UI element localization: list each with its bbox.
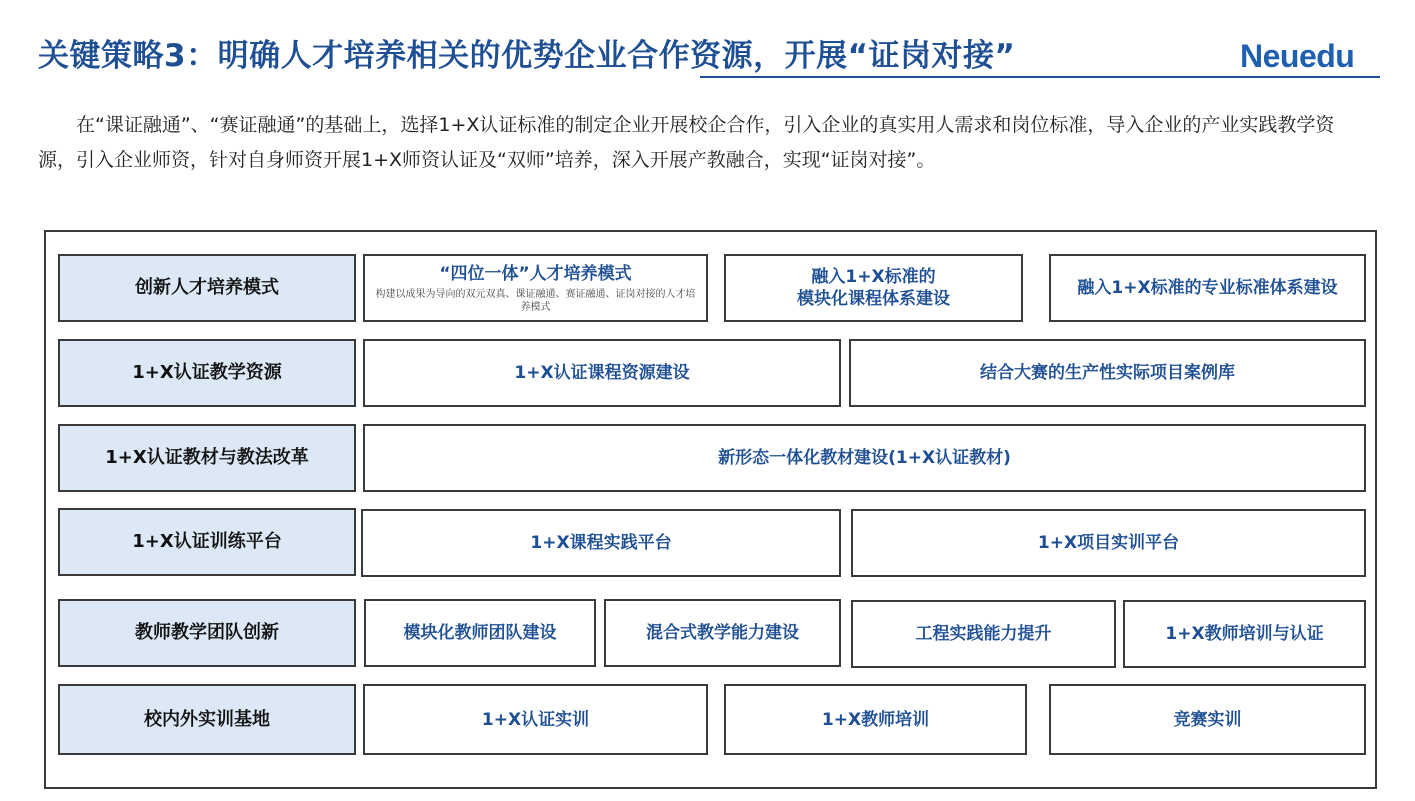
item-blended-teaching: 混合式教学能力建设: [604, 599, 841, 667]
category-training-base: 校内外实训基地: [58, 684, 356, 755]
item-professional-standards: 融入1+X标准的专业标准体系建设: [1049, 254, 1366, 322]
item-competition-training: 竞赛实训: [1049, 684, 1366, 755]
item-four-in-one-model: [363, 254, 708, 322]
item-teacher-training: 1+X教师培训: [724, 684, 1027, 755]
item-modular-team: 模块化教师团队建设: [364, 599, 596, 667]
category-teacher-team: 教师教学团队创新: [58, 599, 356, 667]
page-title: 关键策略3：明确人才培养相关的优势企业合作资源，开展“证岗对接”: [38, 38, 1016, 74]
category-talent-model: 创新人才培养模式: [58, 254, 356, 322]
title-underline: [700, 76, 1380, 78]
item-certification-training: 1+X认证实训: [363, 684, 708, 755]
item-course-resources: 1+X认证课程资源建设: [363, 339, 841, 407]
item-textbook-construction: 新形态一体化教材建设(1+X认证教材): [363, 424, 1366, 492]
item-title: “四位一体”人才培养模式: [439, 263, 632, 284]
item-subtitle: 构建以成果为导向的双元双真、课证融通、赛证融通、证岗对接的人才培养模式: [375, 288, 696, 313]
item-project-training-platform: 1+X项目实训平台: [851, 509, 1366, 577]
category-training-platform: 1+X认证训练平台: [58, 508, 356, 576]
item-course-practice-platform: 1+X课程实践平台: [361, 509, 841, 577]
item-modular-curriculum: 融入1+X标准的 模块化课程体系建设: [724, 254, 1023, 322]
item-teacher-certification: 1+X教师培训与认证: [1123, 600, 1366, 668]
intro-paragraph: 在“课证融通”、“赛证融通”的基础上，选择1+X认证标准的制定企业开展校企合作，引入企业的真实用人需求和岗位标准，导入企业的产业实践教学资源，引入企业师资，针对自身师资开展1+X师资认证及“双师”培养，深入开展产教融合，实现“证岗对接”。: [38, 114, 1335, 171]
neuedu-logo: Neuedu: [1240, 38, 1355, 74]
category-textbook-reform: 1+X认证教材与教法改革: [58, 424, 356, 492]
item-engineering-practice: 工程实践能力提升: [851, 600, 1116, 668]
category-teaching-resources: 1+X认证教学资源: [58, 339, 356, 407]
item-case-library: 结合大赛的生产性实际项目案例库: [849, 339, 1366, 407]
